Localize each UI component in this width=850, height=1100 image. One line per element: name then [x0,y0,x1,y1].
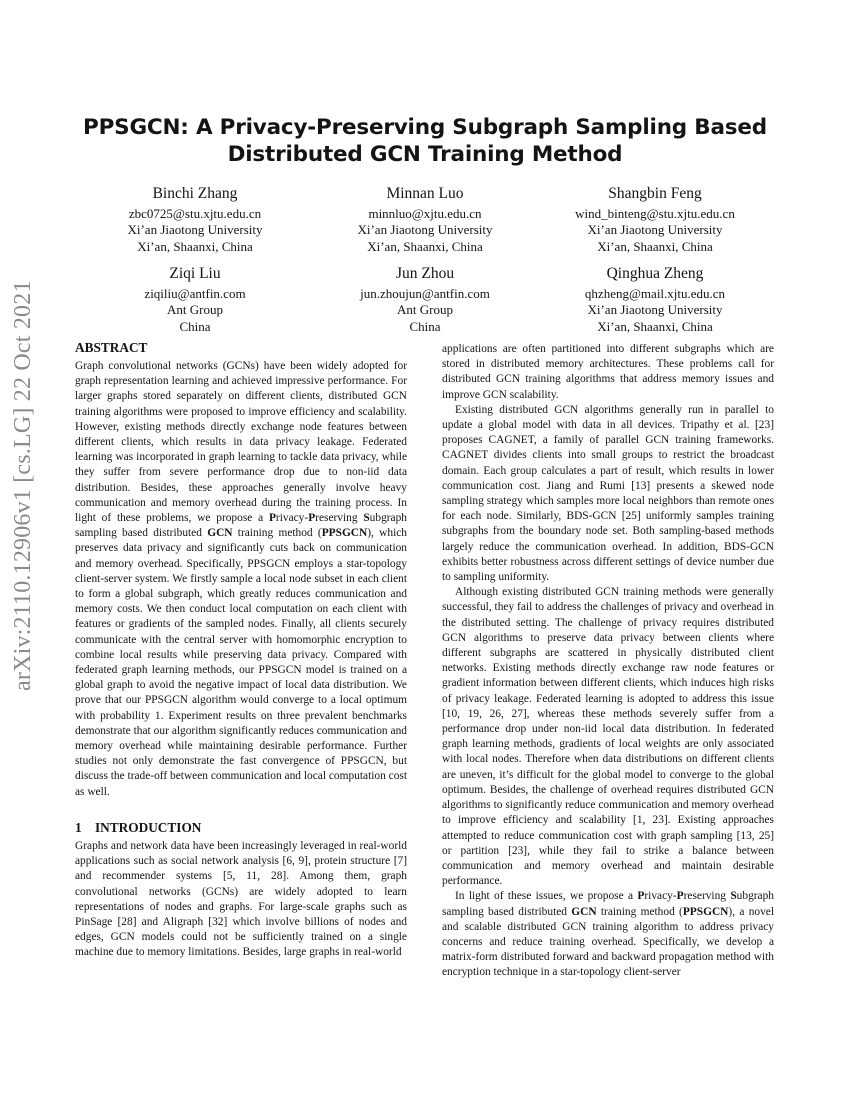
author-location: China [409,318,441,334]
author-location: China [179,318,211,334]
section-title: INTRODUCTION [95,819,202,835]
author-affiliation: Ant Group [397,302,453,318]
author-email: jun.zhoujun@antfin.com [360,286,490,301]
author-block [305,184,545,255]
author-name: Minnan Luo [386,185,464,202]
author-block [305,264,545,335]
author-affiliation: Xi’an Jiaotong University [587,222,723,238]
author-location: Xi’an, Shaanxi, China [597,318,713,334]
intro-paragraph-3: Existing distributed GCN algorithms generally run in parallel to update a global model with data in all devices. Tripathy et al. [23] proposes CAGNET, a family of parallel GCN training frameworks. CAGNET divides clients into small groups to restrict the broadcast domain. Each group calculates a part of result, which results in lower communication cost. Jiang and Rumi [13] presents a skewed node sampling strategy which samples more local neighbors than remote ones for each node. Similarly, BDS-GCN [25] uniformly samples training subgraphs from the boundary node set. Both sampling-based methods largely reduce the communication overhead. In addition, BDS-GCN exhibits better robustness across different settings of device number due to sampling uniformity. [442,403,774,584]
author-affiliation: Ant Group [167,302,223,318]
author-email: qhzheng@mail.xjtu.edu.cn [584,286,726,301]
author-name: Qinghua Zheng [606,265,704,282]
arxiv-identifier: arXiv:2110.12906v1 [cs.LG] 22 Oct 2021 [10,280,36,691]
paper-title [60,114,790,168]
author-block [535,264,775,335]
author-affiliation: Xi’an Jiaotong University [127,222,263,238]
right-column [442,342,774,981]
abstract-heading: ABSTRACT [75,340,148,355]
author-block [75,264,315,335]
author-name: Jun Zhou [395,265,455,282]
title-line-1: PPSGCN: A Privacy-Preserving Subgraph Sampling Based [83,115,767,140]
author-affiliation: Xi’an Jiaotong University [357,222,493,238]
intro-paragraph-1: Graphs and network data have been increasingly leveraged in real-world applications such as social network analysis [6, 9], protein structure [7] and recommender systems [5, 11, 28]. Among them, graph convolutional networks (GCNs) are widely adopted to learn representations of nodes and graphs. For large-scale graphs such as PinSage [28] and Aligraph [32] which involve billions of nodes and edges, GCN models could not be sufficiently trained on a single machine due to memory limitations. Besides, large graphs in real-world [75,839,407,959]
author-name: Binchi Zhang [152,185,238,202]
author-block [535,184,775,255]
introduction-heading [75,820,407,836]
author-block [75,184,315,255]
section-number: 1 [75,819,82,835]
intro-paragraph-2: applications are often partitioned into different subgraphs which are stored in distributed memory architectures. These problems call for distributed GCN training algorithms that address memory issues and improve GCN scalability. [442,343,774,401]
author-email: ziqiliu@antfin.com [144,286,246,301]
author-affiliation: Xi’an Jiaotong University [587,302,723,318]
author-location: Xi’an, Shaanxi, China [597,238,713,254]
intro-paragraph-4: Although existing distributed GCN training methods were generally successful, they fail to address the challenges of privacy and overhead in the distributed setting. The challenge of privacy requires distributed GCN algorithms to preserve data privacy between clients where different subgraphs are scattered in physically distributed client networks. Existing methods directly exchange raw node features or gradient information between different clients, which induces high risks of privacy leakage. Federated learning is adopted to address this issue [10, 19, 26, 27], whereas these methods severely suffer from a performance drop under non-iid local data distribution. In federated graph learning methods, gradients of local weights are only associated with local nodes. Therefore when data distributions on different clients are uneven, it’s difficult for the global model to converge to the global optimum. Besides, the challenge of overhead requires distributed GCN algorithms to significantly reduce communication and memory overhead to improve efficiency and scalability [1, 23]. Existing approaches attempted to reduce communication cost with graph sampling [13, 25] or partition [23], while they fail to strike a balance between communication and memory overhead and maintain desirable performance. [442,586,774,888]
author-location: Xi’an, Shaanxi, China [137,238,253,254]
intro-paragraph-5: In light of these issues, we propose a Privacy-Preserving Subgraph sampling based distributed GCN training method (PPSGCN), a novel and scalable distributed GCN training algorithm to address privacy concerns and reduce training overhead. Specifically, we develop a matrix-form distributed forward and backward propagation method with encryption technique in a star-topology client-server [442,890,774,979]
abstract-text: Graph convolutional networks (GCNs) have been widely adopted for graph representation learning and achieved impressive performance. For larger graphs stored separately on different clients, distributed GCN training algorithms were proposed to improve efficiency and scalability. However, existing methods directly exchange node features between different clients, which results in data privacy leakage. Federated learning was incorporated in graph learning to tackle data privacy, while they suffer from severe performance drop due to non-iid data distribution. Besides, these approaches generally involve heavy communication and memory overhead during the training process. In light of these problems, we propose a Privacy-Preserving Subgraph sampling based distributed GCN training method (PPSGCN), which preserves data privacy and significantly cuts back on communication and memory overhead. Specifically, PPSGCN employs a star-topology client-server system. We firstly sample a local node subset in each client to form a global subgraph, which greatly reduces communication and memory costs. We then conduct local computation on each client with features or gradients of the sampled nodes. Finally, all clients securely communicate with the central server with homomorphic encryption to combine local results while preserving data privacy. Compared with federated graph learning methods, our PPSGCN model is trained on a global graph to avoid the negative impact of local data distribution. We prove that our PPSGCN algorithm would converge to a local optimum with probability 1. Experiment results on three prevalent benchmarks demonstrate that our algorithm significantly reduces communication and memory overhead while maintaining desirable performance. Further studies not only demonstrate the fast convergence of PPSGCN, but discuss the trade-off between communication and local computation cost as well. [75,360,408,798]
author-location: Xi’an, Shaanxi, China [367,238,483,254]
left-column [75,340,407,961]
title-line-2: Distributed GCN Training Method [227,142,623,167]
author-email: wind_binteng@stu.xjtu.edu.cn [575,206,735,221]
author-email: zbc0725@stu.xjtu.edu.cn [128,206,262,221]
author-email: minnluo@xjtu.edu.cn [368,206,482,221]
author-name: Shangbin Feng [608,185,702,202]
author-name: Ziqi Liu [169,265,221,282]
